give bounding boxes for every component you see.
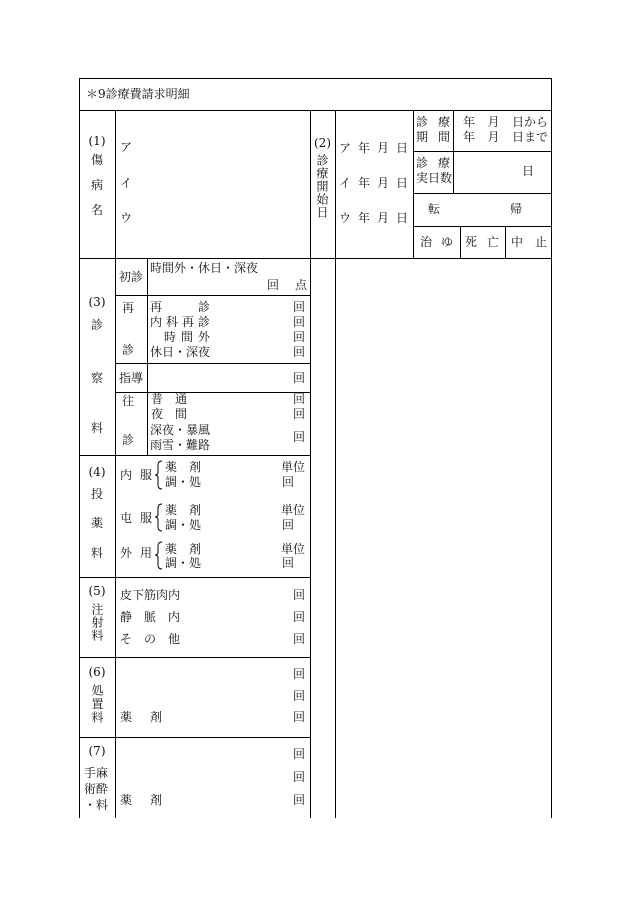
text-segment: 亡 [486,235,499,249]
text-segment: 日から [511,115,548,129]
text-segment: 薬 [165,460,178,474]
revisit-row-unit: 回 [293,315,306,329]
house-call-row-text [151,393,187,405]
text-segment: 剤 [149,793,162,807]
initial-visit-text: 時間外・休日・深夜 [150,261,259,275]
treatment-period-from [463,116,548,128]
consultation-label-char: 料 [91,421,104,435]
text-segment: 剤 [188,503,201,517]
text-segment: 日 [395,211,408,225]
text-segment: 通 [174,392,187,406]
revisit-row-text [164,331,210,343]
initial-visit-label: 初診 [119,270,144,284]
house-call-row-text [151,408,187,420]
text-segment: 夜 [151,407,164,421]
text-segment: 外 [120,546,133,560]
text-segment: 死 [465,235,478,249]
diagnosis-number: (1) [88,134,106,148]
guidance-label: 指導 [119,371,144,385]
injection-label: 注射料 [90,603,104,642]
form-title: ＊9診療費請求明細 [86,87,190,101]
actual-days-unit: 日 [522,164,535,178]
surgery-label-line: 術酔 [84,782,109,796]
house-call-row-unit: 回 [293,407,306,421]
diagnosis-entry: ア [120,140,133,154]
text-segment: 日 [395,141,408,155]
surgery-unit: 回 [293,747,306,761]
injection-row-text [120,633,180,645]
procedure-drug-text [120,711,162,723]
text-segment: 日 [395,176,408,190]
procedure-label: 処置料 [90,684,104,725]
text-segment: 帰 [509,202,522,216]
text-segment: 薬 [165,503,178,517]
text-segment: そ [120,632,133,646]
text-segment: ア [339,141,352,155]
injection-row-unit: 回 [293,610,306,624]
procedure-number: (6) [88,665,106,679]
outcome-label [428,203,522,215]
text-segment: 療 [437,156,450,170]
text-segment: 普 [151,392,164,406]
medication-dispensing-text: 調・処 [165,518,202,532]
medication-dispensing-unit: 回 [282,556,295,570]
text-segment: イ [339,176,352,190]
injection-number: (5) [88,584,106,598]
initial-visit-count-unit: 回 [267,278,280,292]
medication-group-label [120,547,152,559]
surgery-unit: 回 [293,770,306,784]
treatment-period-to [463,131,548,143]
procedure-unit: 回 [293,689,306,703]
text-segment: 用 [139,546,152,560]
text-segment: 薬 [120,710,133,724]
curly-brace [155,542,162,569]
treatment-period-label [416,116,450,128]
text-segment: 内 [120,468,133,482]
outcome-option-deceased [465,236,499,248]
text-segment: 間 [437,130,450,144]
text-segment: 再 [181,315,194,329]
text-segment: 科 [165,315,178,329]
diagnosis-label-char: 傷 [91,153,104,167]
injection-row-text: 皮下筋肉内 [120,588,181,602]
medication-drug-unit: 単位 [281,503,306,517]
curly-brace [155,461,162,489]
text-segment: 診 [197,315,210,329]
treatment-period-label [416,131,450,143]
start-date-label: 診療開始日 [315,154,329,219]
start-date-entry [339,142,408,154]
start-date-entry [339,177,408,189]
procedure-unit: 回 [293,667,306,681]
text-segment: 月 [376,176,389,190]
text-segment: 年 [357,176,370,190]
text-segment: 静 [120,610,133,624]
diagnosis-label-char: 病 [91,178,104,192]
medication-group-label [120,512,152,524]
text-segment: 年 [357,141,370,155]
text-segment: 診 [416,115,429,129]
medication-dispensing-unit: 回 [282,475,295,489]
text-segment: 脈 [143,610,156,624]
medication-drug-unit: 単位 [281,542,306,556]
text-segment: の [143,632,156,646]
text-segment: 年 [463,115,476,129]
medication-group-label [120,469,152,481]
text-segment: 期 [416,130,429,144]
surgery-label-line: ・料 [84,798,109,812]
surgery-drug-text [120,794,162,806]
diagnosis-entry: イ [120,176,133,190]
text-segment: 他 [167,632,180,646]
outcome-option-discontinued [511,236,547,248]
text-segment: 中 [511,235,524,249]
house-call-special-text: 深夜・暴風 [150,423,211,437]
revisit-row-text [150,316,210,328]
revisit-label-char: 診 [122,343,135,357]
medication-dispensing-text: 調・処 [165,556,202,570]
medication-drug-text [165,461,201,473]
house-call-special-unit: 回 [293,430,306,444]
text-segment: 間 [174,407,187,421]
medication-label-char: 料 [91,546,104,560]
text-segment: 薬 [165,542,178,556]
text-segment: 診 [416,156,429,170]
text-segment: 薬 [120,793,133,807]
surgery-drug-unit: 回 [293,793,306,807]
start-date-entry [339,212,408,224]
text-segment: 月 [487,130,500,144]
text-segment: 間 [180,330,193,344]
text-segment: ゆ [440,235,453,249]
medication-number: (4) [88,465,106,479]
revisit-row-unit: 回 [293,345,306,359]
start-date-number: (2) [314,136,331,150]
medication-label-char: 投 [91,487,104,501]
text-segment: 月 [487,115,500,129]
text-segment: 内 [150,315,163,329]
text-segment: 月 [376,211,389,225]
house-call-special-text: 雨雪・難路 [150,438,211,452]
injection-row-unit: 回 [293,588,306,602]
consultation-label-char: 察 [91,371,104,385]
revisit-label-char: 再 [122,301,135,315]
initial-visit-points-unit: 点 [295,278,308,292]
medication-dispensing-text: 調・処 [165,475,202,489]
revisit-row-unit: 回 [293,330,306,344]
text-segment: 月 [376,141,389,155]
medication-label-char: 薬 [91,516,104,530]
text-segment: 日まで [511,130,548,144]
house-call-label-char: 往 [122,394,135,408]
medication-drug-text [165,504,201,516]
surgery-number: (7) [88,744,106,758]
text-segment: 治 [420,235,433,249]
text-segment: 外 [197,330,210,344]
text-segment: 再 [150,300,163,314]
text-segment: 転 [428,202,441,216]
consultation-number: (3) [88,295,106,309]
injection-row-unit: 回 [293,632,306,646]
text-segment: 時 [164,330,177,344]
curly-brace [155,504,162,531]
procedure-drug-unit: 回 [293,710,306,724]
text-segment: 剤 [188,542,201,556]
text-segment: ウ [339,211,352,225]
injection-row-text [120,611,180,623]
medication-dispensing-unit: 回 [282,518,295,532]
text-segment: 年 [357,211,370,225]
text-segment: 止 [534,235,547,249]
actual-days-label [416,157,450,169]
text-segment: 診 [197,300,210,314]
house-call-label-char: 診 [122,433,135,447]
text-segment: 年 [463,130,476,144]
actual-days-label: 実日数 [416,171,453,185]
text-segment: 服 [139,468,152,482]
text-segment: 服 [139,511,152,525]
diagnosis-label-char: 名 [91,203,104,217]
medication-drug-text [165,543,201,555]
text-segment: 療 [437,115,450,129]
text-segment: 屯 [120,511,133,525]
revisit-row-text [150,301,210,313]
consultation-label-char: 診 [91,318,104,332]
text-segment: 内 [167,610,180,624]
diagnosis-entry: ウ [120,211,133,225]
text-segment: 剤 [149,710,162,724]
revisit-row-text: 休日・深夜 [150,345,211,359]
outcome-option-cured [420,236,453,248]
surgery-label-line: 手麻 [84,766,109,780]
medication-drug-unit: 単位 [281,460,306,474]
house-call-row-unit: 回 [293,392,306,406]
text-segment: 剤 [188,460,201,474]
guidance-unit: 回 [293,371,306,385]
revisit-row-unit: 回 [293,300,306,314]
